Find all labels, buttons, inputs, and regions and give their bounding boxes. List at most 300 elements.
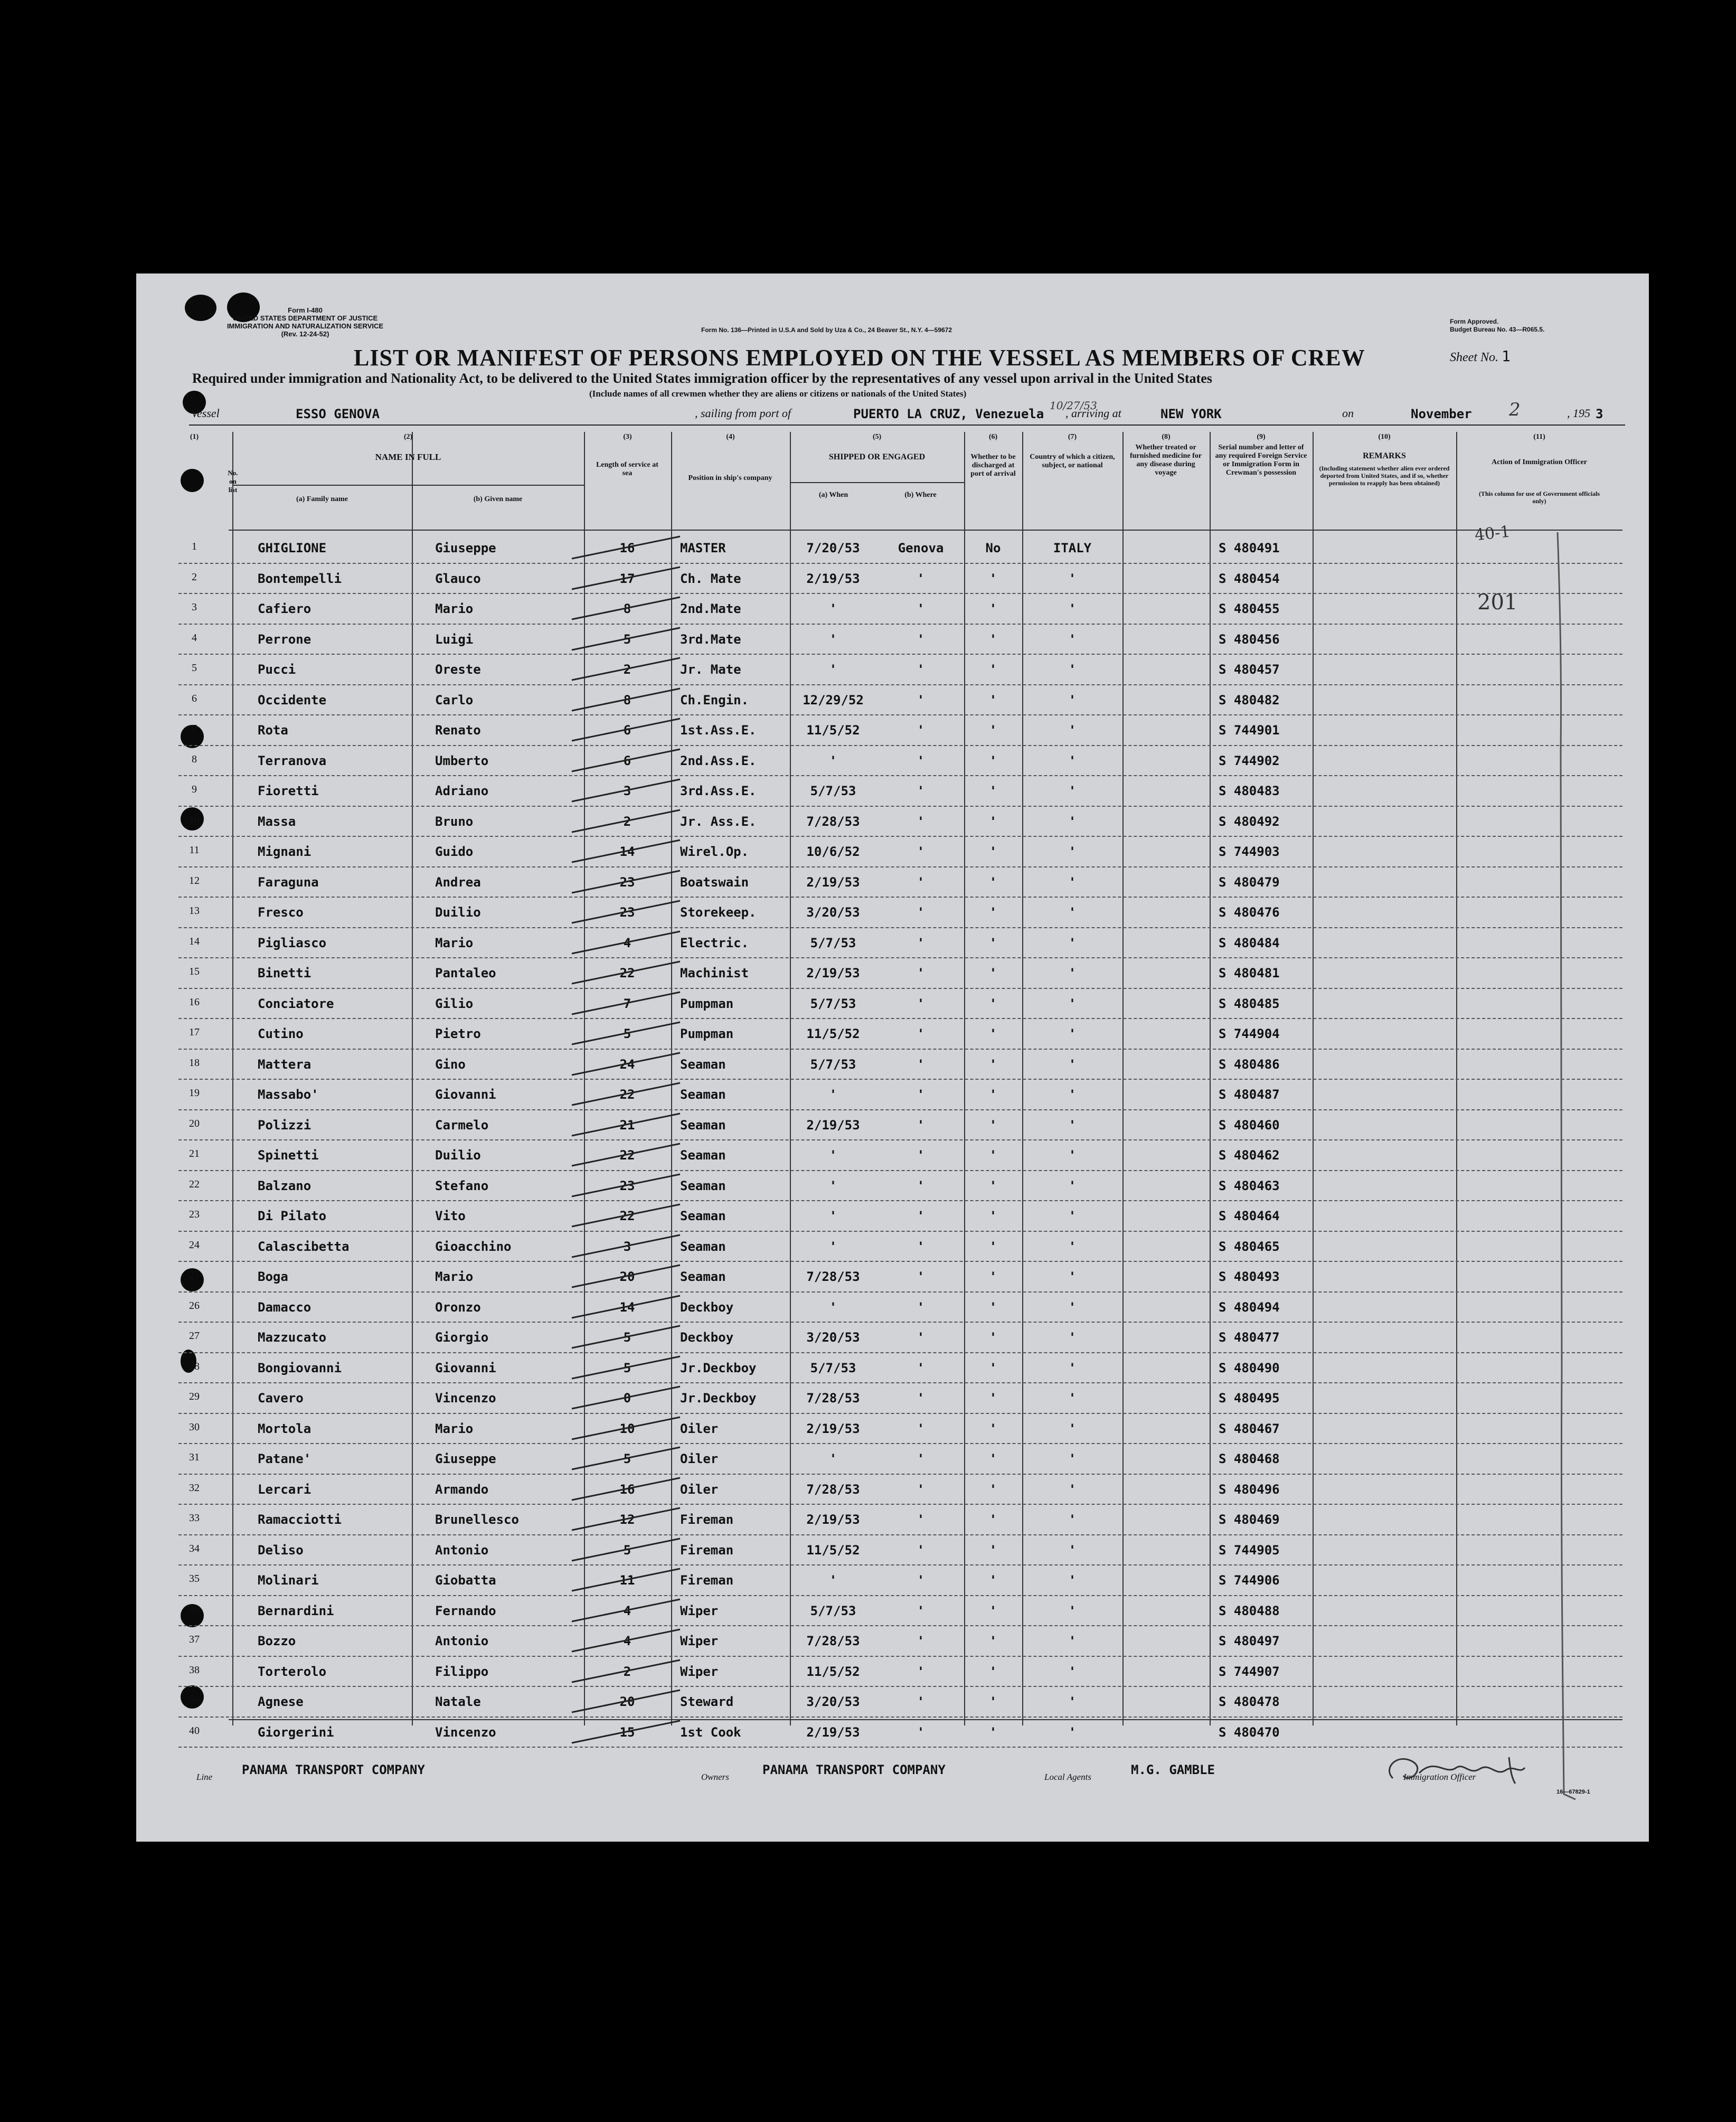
- col-num-7: (7): [1068, 433, 1077, 441]
- cell-discharged: ': [989, 662, 997, 677]
- cell-given: Filippo: [435, 1664, 489, 1679]
- cell-position: Jr.Deckboy: [680, 1391, 757, 1406]
- table-row: [178, 1170, 1622, 1202]
- cell-position: Oiler: [680, 1451, 719, 1466]
- cell-where: ': [917, 1482, 925, 1497]
- approval-note: [1450, 318, 1544, 334]
- check-stroke: [567, 1595, 688, 1627]
- cell-country: ': [1068, 996, 1077, 1011]
- cell-given: Giuseppe: [435, 541, 496, 555]
- cell-country: ': [1068, 662, 1077, 677]
- cell-when: ': [829, 1299, 837, 1315]
- table-row: [178, 1504, 1622, 1535]
- cell-where: Genova: [898, 541, 944, 555]
- cell-no: 30: [189, 1421, 200, 1433]
- cell-no: 21: [189, 1148, 200, 1159]
- cell-when: 7/28/53: [806, 1391, 860, 1406]
- cell-position: Machinist: [680, 966, 749, 980]
- cell-position: 1st Cook: [680, 1724, 741, 1740]
- cell-country: ': [1068, 631, 1077, 647]
- table-row: [178, 532, 1622, 564]
- cell-serial: S 480469: [1219, 1512, 1280, 1527]
- cell-country: ': [1068, 601, 1077, 616]
- cell-country: ': [1068, 1057, 1077, 1072]
- cell-serial: S 480479: [1219, 874, 1280, 890]
- cell-no: 34: [189, 1542, 200, 1554]
- cell-position: Seaman: [680, 1178, 726, 1193]
- cell-serial: S 480487: [1219, 1087, 1280, 1102]
- cell-given: Giovanni: [435, 1087, 496, 1102]
- cell-given: Luigi: [435, 631, 474, 647]
- revision: (Rev. 12-24-52): [281, 330, 329, 338]
- cell-when: ': [829, 1148, 837, 1163]
- cell-country: ': [1068, 1330, 1077, 1345]
- cell-discharged: ': [989, 844, 997, 859]
- header-when: (a) When: [818, 491, 848, 499]
- cell-no: 35: [189, 1573, 200, 1585]
- cell-family: GHIGLIONE: [258, 541, 327, 555]
- check-stroke: [567, 866, 688, 898]
- cell-discharged: ': [989, 1512, 997, 1527]
- col-num-1: (1): [190, 433, 199, 441]
- cell-where: ': [917, 1724, 925, 1740]
- check-stroke: [567, 684, 688, 716]
- table-row: [178, 1261, 1622, 1293]
- cell-no: 8: [192, 753, 197, 765]
- cell-when: 5/7/53: [810, 996, 856, 1011]
- cell-given: Duilio: [435, 1148, 481, 1163]
- arriving-label: , arriving at: [1065, 407, 1121, 420]
- cell-family: Massa: [258, 814, 296, 829]
- cell-serial: S 480465: [1219, 1239, 1280, 1254]
- cell-position: Fireman: [680, 1542, 734, 1558]
- cell-discharged: ': [989, 692, 997, 708]
- check-stroke: [567, 1018, 688, 1050]
- cell-serial: S 480488: [1219, 1603, 1280, 1618]
- cell-where: ': [917, 1117, 925, 1133]
- cell-given: Stefano: [435, 1178, 489, 1193]
- table-row: [178, 1139, 1622, 1171]
- cell-given: Vincenzo: [435, 1391, 496, 1406]
- cell-where: ': [917, 1299, 925, 1315]
- cell-serial: S 744902: [1219, 753, 1280, 768]
- cell-discharged: ': [989, 874, 997, 890]
- table-row: [178, 745, 1622, 777]
- check-stroke: [567, 1686, 688, 1718]
- cell-serial: S 480467: [1219, 1421, 1280, 1436]
- cell-where: ': [917, 1603, 925, 1618]
- form-code: 16—67829-1: [1556, 1789, 1590, 1795]
- cell-service: 23: [619, 1178, 635, 1193]
- form-number: Form I-480: [288, 306, 323, 314]
- check-stroke: [567, 532, 688, 564]
- cell-family: Mignani: [258, 844, 312, 859]
- cell-when: ': [829, 601, 837, 616]
- cell-service: 14: [619, 1299, 635, 1315]
- cell-country: ': [1068, 1664, 1077, 1679]
- cell-given: Bruno: [435, 814, 474, 829]
- cell-position: Jr. Ass.E.: [680, 814, 757, 829]
- table-row: [178, 1564, 1622, 1596]
- cell-where: ': [917, 1269, 925, 1284]
- cell-service: 24: [619, 1057, 635, 1072]
- cell-country: ': [1068, 1087, 1077, 1102]
- table-row: [178, 1595, 1622, 1627]
- check-stroke: [567, 1474, 688, 1505]
- check-stroke: [567, 897, 688, 928]
- punch-hole: [181, 469, 204, 492]
- cell-when: 12/29/52: [803, 692, 864, 708]
- cell-serial: S 480497: [1219, 1634, 1280, 1648]
- cell-service: 7: [623, 996, 631, 1011]
- cell-when: 3/20/53: [806, 1330, 860, 1345]
- printer-note: Form No. 136—Printed in U.S.A and Sold by Uza & Co., 24 Beaver St., N.Y. 4—59672: [701, 326, 952, 334]
- cell-position: Seaman: [680, 1148, 726, 1163]
- header-divider: [229, 530, 1622, 531]
- cell-no: 2: [192, 571, 197, 583]
- cell-serial: S 480476: [1219, 905, 1280, 920]
- cell-no: 22: [189, 1178, 200, 1190]
- cell-given: Duilio: [435, 905, 481, 920]
- cell-discharged: ': [989, 1057, 997, 1072]
- cell-serial: S 744901: [1219, 723, 1280, 738]
- cell-discharged: ': [989, 1573, 997, 1588]
- cell-position: Ch. Mate: [680, 571, 741, 586]
- check-stroke: [567, 1717, 688, 1748]
- cell-family: Pigliasco: [258, 935, 327, 950]
- subheader-divider: [232, 485, 584, 486]
- cell-country: ': [1068, 1239, 1077, 1254]
- cell-position: Wiper: [680, 1603, 719, 1618]
- cell-discharged: ': [989, 571, 997, 586]
- cell-family: Calascibetta: [258, 1239, 350, 1254]
- cell-position: Jr. Mate: [680, 662, 741, 677]
- check-stroke: [567, 624, 688, 655]
- cell-position: Wiper: [680, 1634, 719, 1648]
- cell-given: Pietro: [435, 1026, 481, 1041]
- cell-when: 7/20/53: [806, 541, 860, 555]
- cell-no: 3: [192, 601, 197, 613]
- check-stroke: [567, 1049, 688, 1080]
- cell-no: 12: [189, 874, 200, 886]
- cell-given: Gioacchino: [435, 1239, 512, 1254]
- table-row: [178, 1200, 1622, 1232]
- cell-when: 2/19/53: [806, 1724, 860, 1740]
- cell-where: ': [917, 1451, 925, 1466]
- cell-discharged: ': [989, 1542, 997, 1558]
- cell-when: 7/28/53: [806, 1482, 860, 1497]
- cell-where: ': [917, 1209, 925, 1223]
- cell-no: 39: [189, 1694, 200, 1706]
- cell-when: 5/7/53: [810, 1603, 856, 1618]
- approval-line: Form Approved.: [1450, 318, 1499, 325]
- header-shipped-engaged: SHIPPED OR ENGAGED: [828, 452, 926, 461]
- cell-position: 3rd.Ass.E.: [680, 784, 757, 798]
- page-title: LIST OR MANIFEST OF PERSONS EMPLOYED ON THE VESSEL AS MEMBERS OF CREW: [354, 345, 1365, 371]
- cell-service: 2: [623, 814, 631, 829]
- cell-given: Guido: [435, 844, 474, 859]
- cell-where: ': [917, 1542, 925, 1558]
- cell-family: Torterolo: [258, 1664, 327, 1679]
- cell-serial: S 480478: [1219, 1694, 1280, 1709]
- cell-discharged: ': [989, 1664, 997, 1679]
- cell-no: 20: [189, 1117, 200, 1129]
- cell-family: Damacco: [258, 1299, 312, 1315]
- cell-country: ': [1068, 1512, 1077, 1527]
- budget-line: Budget Bureau No. 43—R065.5.: [1450, 326, 1545, 333]
- cell-service: 8: [623, 601, 631, 616]
- check-stroke: [567, 1564, 688, 1596]
- owners-company: PANAMA TRANSPORT COMPANY: [762, 1762, 946, 1777]
- cell-serial: S 744903: [1219, 844, 1280, 859]
- cell-where: ': [917, 966, 925, 980]
- cell-service: 4: [623, 935, 631, 950]
- cell-when: ': [829, 1239, 837, 1254]
- cell-serial: S 744907: [1219, 1664, 1280, 1679]
- cell-position: Storekeep.: [680, 905, 757, 920]
- cell-country: ': [1068, 692, 1077, 708]
- cell-where: ': [917, 844, 925, 859]
- cell-where: ': [917, 723, 925, 738]
- form-issuer: [184, 306, 427, 338]
- sheet-number: [1450, 347, 1511, 365]
- cell-serial: S 480494: [1219, 1299, 1280, 1315]
- cell-service: 22: [619, 1148, 635, 1163]
- table-row: [178, 563, 1622, 595]
- cell-no: 40: [189, 1724, 200, 1737]
- sailing-label: , sailing from port of: [695, 407, 791, 420]
- table-row: [178, 624, 1622, 655]
- cell-serial: S 480462: [1219, 1148, 1280, 1163]
- cell-country: ': [1068, 1209, 1077, 1223]
- col-num-4: (4): [726, 433, 735, 441]
- check-stroke: [567, 1322, 688, 1353]
- table-row: [178, 988, 1622, 1020]
- cell-service: 23: [619, 874, 635, 890]
- cell-where: ': [917, 1664, 925, 1679]
- cell-position: Seaman: [680, 1209, 726, 1223]
- cell-when: 11/5/52: [806, 1664, 860, 1679]
- check-stroke: [567, 1534, 688, 1566]
- cell-service: 17: [619, 571, 635, 586]
- cell-no: 13: [189, 905, 200, 917]
- cell-serial: S 480457: [1219, 662, 1280, 677]
- cell-position: 1st.Ass.E.: [680, 723, 757, 738]
- vessel-underline: [189, 425, 1625, 426]
- cell-position: Seaman: [680, 1239, 726, 1254]
- cell-position: Pumpman: [680, 996, 734, 1011]
- cell-serial: S 480464: [1219, 1209, 1280, 1223]
- check-stroke: [567, 1200, 688, 1232]
- cell-where: ': [917, 1634, 925, 1648]
- cell-serial: S 480490: [1219, 1360, 1280, 1375]
- cell-family: Ramacciotti: [258, 1512, 342, 1527]
- cell-given: Renato: [435, 723, 481, 738]
- cell-when: 11/5/52: [806, 1026, 860, 1041]
- vessel-name: ESSO GENOVA: [296, 407, 380, 421]
- cell-serial: S 480470: [1219, 1724, 1280, 1740]
- cell-service: 6: [623, 753, 631, 768]
- cell-no: 32: [189, 1482, 200, 1494]
- cell-service: 5: [623, 1360, 631, 1375]
- local-agents: M.G. GAMBLE: [1131, 1762, 1215, 1777]
- cell-given: Vincenzo: [435, 1724, 496, 1740]
- cell-position: MASTER: [680, 541, 726, 555]
- cell-service: 22: [619, 1209, 635, 1223]
- cell-no: 9: [192, 784, 197, 795]
- cell-country: ': [1068, 1148, 1077, 1163]
- cell-discharged: ': [989, 814, 997, 829]
- check-stroke: [567, 1109, 688, 1141]
- cell-country: ': [1068, 1178, 1077, 1193]
- cell-discharged: ': [989, 753, 997, 768]
- cell-no: 38: [189, 1664, 200, 1676]
- table-row: [178, 1079, 1622, 1110]
- vessel-line: [157, 398, 1625, 425]
- cell-position: Fireman: [680, 1512, 734, 1527]
- table-row: [178, 1474, 1622, 1505]
- table-row: [178, 1352, 1622, 1384]
- cell-serial: S 480483: [1219, 784, 1280, 798]
- table-row: [178, 1291, 1622, 1323]
- cell-service: 4: [623, 1634, 631, 1648]
- cell-service: 22: [619, 966, 635, 980]
- cell-when: 2/19/53: [806, 1117, 860, 1133]
- cell-serial: S 480495: [1219, 1391, 1280, 1406]
- cell-discharged: No: [985, 541, 1001, 555]
- table-row: [178, 836, 1622, 867]
- cell-when: 11/5/52: [806, 723, 860, 738]
- cell-given: Andrea: [435, 874, 481, 890]
- cell-when: 2/19/53: [806, 1512, 860, 1527]
- arrival-month: November: [1411, 407, 1472, 421]
- cell-family: Fresco: [258, 905, 304, 920]
- cell-where: ': [917, 784, 925, 798]
- cell-family: Conciatore: [258, 996, 334, 1011]
- cell-discharged: ': [989, 1360, 997, 1375]
- cell-discharged: ': [989, 1724, 997, 1740]
- cell-given: Natale: [435, 1694, 481, 1709]
- cell-discharged: ': [989, 1148, 997, 1163]
- header-serial: Serial number and letter of any required Foreign Service or Immigration Form in Crewman's possession: [1215, 444, 1307, 477]
- check-stroke: [567, 1656, 688, 1687]
- cell-service: 8: [623, 692, 631, 708]
- table-row: [178, 957, 1622, 989]
- cell-where: ': [917, 874, 925, 890]
- header-remarks: REMARKS: [1363, 451, 1406, 460]
- cell-no: 31: [189, 1451, 200, 1463]
- cell-discharged: ': [989, 1391, 997, 1406]
- cell-discharged: ': [989, 1117, 997, 1133]
- year-prefix: , 195: [1567, 407, 1590, 420]
- cell-no: 24: [189, 1239, 200, 1251]
- col-num-8: (8): [1162, 433, 1171, 441]
- cell-position: Oiler: [680, 1482, 719, 1497]
- cell-when: 3/20/53: [806, 905, 860, 920]
- cell-discharged: ': [989, 1087, 997, 1102]
- cell-country: ': [1068, 1482, 1077, 1497]
- cell-given: Carmelo: [435, 1117, 489, 1133]
- cell-given: Gilio: [435, 996, 474, 1011]
- cell-serial: S 480477: [1219, 1330, 1280, 1345]
- check-stroke: [567, 714, 688, 746]
- cell-position: Electric.: [680, 935, 749, 950]
- manifest-sheet: [136, 273, 1649, 1842]
- cell-given: Mario: [435, 601, 474, 616]
- table-row: [178, 927, 1622, 959]
- cell-position: Deckboy: [680, 1299, 734, 1315]
- check-stroke: [567, 1625, 688, 1657]
- cell-where: ': [917, 571, 925, 586]
- cell-serial: S 480486: [1219, 1057, 1280, 1072]
- cell-discharged: ': [989, 1330, 997, 1345]
- cell-discharged: ': [989, 1421, 997, 1436]
- cell-family: Cutino: [258, 1026, 304, 1041]
- cell-service: 20: [619, 1269, 635, 1284]
- cell-family: Occidente: [258, 692, 327, 708]
- header-name-in-full: NAME IN FULL: [375, 452, 441, 462]
- header-action: Action of Immigration Officer: [1492, 458, 1587, 466]
- cell-family: Massabo': [258, 1087, 319, 1102]
- table-row: [178, 1686, 1622, 1718]
- cell-family: Patane': [258, 1451, 312, 1466]
- year-suffix: 3: [1596, 407, 1603, 421]
- cell-discharged: ': [989, 996, 997, 1011]
- table-row: [178, 1322, 1622, 1353]
- cell-family: Faraguna: [258, 874, 319, 890]
- cell-country: ': [1068, 1634, 1077, 1648]
- cell-serial: S 480456: [1219, 631, 1280, 647]
- cell-discharged: ': [989, 1178, 997, 1193]
- cell-position: Seaman: [680, 1087, 726, 1102]
- cell-given: Fernando: [435, 1603, 496, 1618]
- cell-country: ': [1068, 935, 1077, 950]
- table-row: [178, 1413, 1622, 1445]
- sheet-value: 1: [1501, 347, 1511, 365]
- cell-position: Steward: [680, 1694, 734, 1709]
- cell-when: 2/19/53: [806, 571, 860, 586]
- cell-serial: S 480463: [1219, 1178, 1280, 1193]
- departure-port: PUERTO LA CRUZ, Venezuela: [853, 407, 1044, 421]
- cell-where: ': [917, 1178, 925, 1193]
- cell-service: 14: [619, 844, 635, 859]
- col-num-3: (3): [623, 433, 632, 441]
- cell-where: ': [917, 1573, 925, 1588]
- cell-when: 5/7/53: [810, 784, 856, 798]
- cell-when: 3/20/53: [806, 1694, 860, 1709]
- header-remarks-note: (Including statement whether alien ever ordered deported from United States, and if so, whether permission to reapply has been obtained): [1319, 465, 1450, 487]
- department: UNITED STATES DEPARTMENT OF JUSTICE: [232, 314, 378, 322]
- cell-given: Mario: [435, 935, 474, 950]
- header-no-on-list: No. on list: [228, 469, 238, 494]
- cell-where: ': [917, 1512, 925, 1527]
- cell-family: Cavero: [258, 1391, 304, 1406]
- cell-given: Pantaleo: [435, 966, 496, 980]
- cell-position: 2nd.Mate: [680, 601, 741, 616]
- arrival-day: 2: [1509, 399, 1521, 420]
- cell-country: ': [1068, 723, 1077, 738]
- cell-when: 10/6/52: [806, 844, 860, 859]
- cell-position: Seaman: [680, 1117, 726, 1133]
- table-row: [178, 1049, 1622, 1080]
- cell-no: 18: [189, 1057, 200, 1069]
- service: IMMIGRATION AND NATURALIZATION SERVICE: [227, 322, 384, 330]
- cell-no: 28: [189, 1360, 200, 1372]
- cell-when: 2/19/53: [806, 966, 860, 980]
- cell-position: Jr.Deckboy: [680, 1360, 757, 1375]
- cell-country: ': [1068, 1421, 1077, 1436]
- cell-serial: S 480491: [1219, 541, 1280, 555]
